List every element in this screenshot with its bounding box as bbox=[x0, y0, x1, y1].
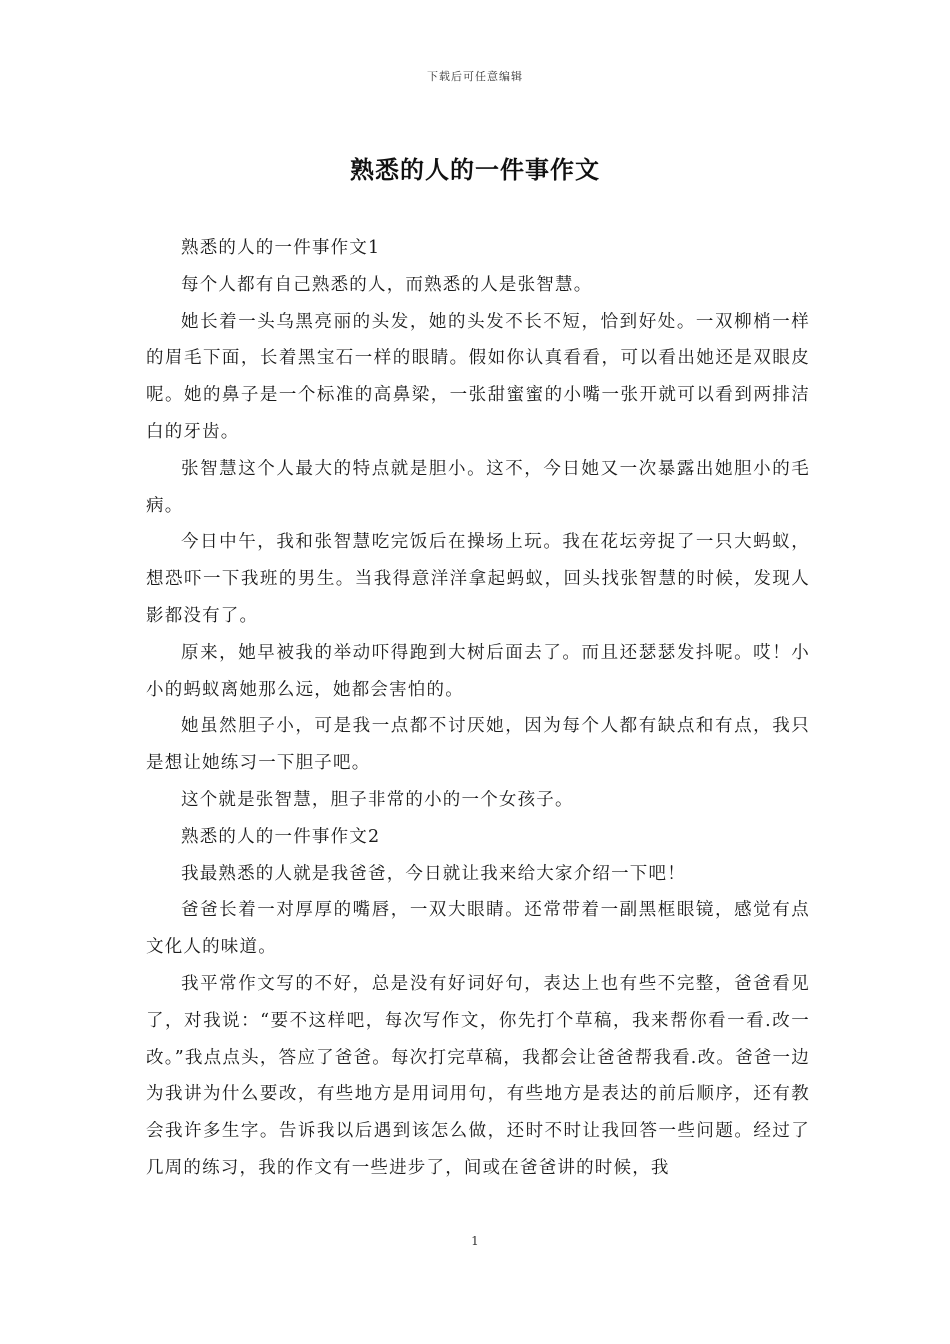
paragraph: 她长着一头乌黑亮丽的头发，她的头发不长不短，恰到好处。一双柳梢一样的眉毛下面，长着黑宝石一样的眼睛。假如你认真看看，可以看出她还是双眼皮呢。她的鼻子是一个标准的高鼻梁，一张甜蜜蜜的小嘴一张开就可以看到两排洁白的牙齿。 bbox=[146, 311, 810, 442]
paragraph: 爸爸长着一对厚厚的嘴唇，一双大眼睛。还常带着一副黑框眼镜，感觉有点文化人的味道。 bbox=[146, 900, 810, 958]
essay-heading-1: 熟悉的人的一件事作文1 bbox=[181, 238, 381, 258]
header-note: 下载后可任意编辑 bbox=[427, 70, 523, 83]
paragraph: 我最熟悉的人就是我爸爸，今日就让我来给大家介绍一下吧！ bbox=[181, 863, 686, 884]
paragraph: 我平常作文写的不好，总是没有好词好句，表达上也有些不完整，爸爸看见了，对我说：“要不这样吧，每次写作文，你先打个草稿，我来帮你看一看.改一改。”我点点头，答应了爸爸。每次打完草稿，我都会让爸爸帮我看.改。爸爸一边为我讲为什么要改，有些地方是用词用句，有些地方是表达的前后顺序，还有教会我许多生字。告诉我以后遇到该怎么做，还时不时让我回答一些问题。经过了几周的练习，我的作文有一些进步了，间或在爸爸讲的时候，我 bbox=[146, 973, 810, 1178]
paragraph: 今日中午，我和张智慧吃完饭后在操场上玩。我在花坛旁捉了一只大蚂蚁，想恐吓一下我班的男生。当我得意洋洋拿起蚂蚁，回头找张智慧的时候，发现人影都没有了。 bbox=[146, 532, 810, 626]
document-body bbox=[146, 230, 810, 1187]
paragraph: 这个就是张智慧，胆子非常的小的一个女孩子。 bbox=[181, 789, 574, 810]
paragraph: 张智慧这个人最大的特点就是胆小。这不，今日她又一次暴露出她胆小的毛病。 bbox=[146, 458, 810, 516]
paragraph: 她虽然胆子小，可是我一点都不讨厌她，因为每个人都有缺点和有点，我只是想让她练习一下胆子吧。 bbox=[146, 716, 810, 774]
page-number: 1 bbox=[471, 1234, 479, 1248]
essay-heading-2: 熟悉的人的一件事作文2 bbox=[181, 826, 381, 847]
paragraph: 每个人都有自己熟悉的人，而熟悉的人是张智慧。 bbox=[181, 274, 593, 295]
document-title: 熟悉的人的一件事作文 bbox=[350, 155, 600, 184]
paragraph: 原来，她早被我的举动吓得跑到大树后面去了。而且还瑟瑟发抖呢。哎！小小的蚂蚁离她那么远，她都会害怕的。 bbox=[146, 642, 810, 700]
